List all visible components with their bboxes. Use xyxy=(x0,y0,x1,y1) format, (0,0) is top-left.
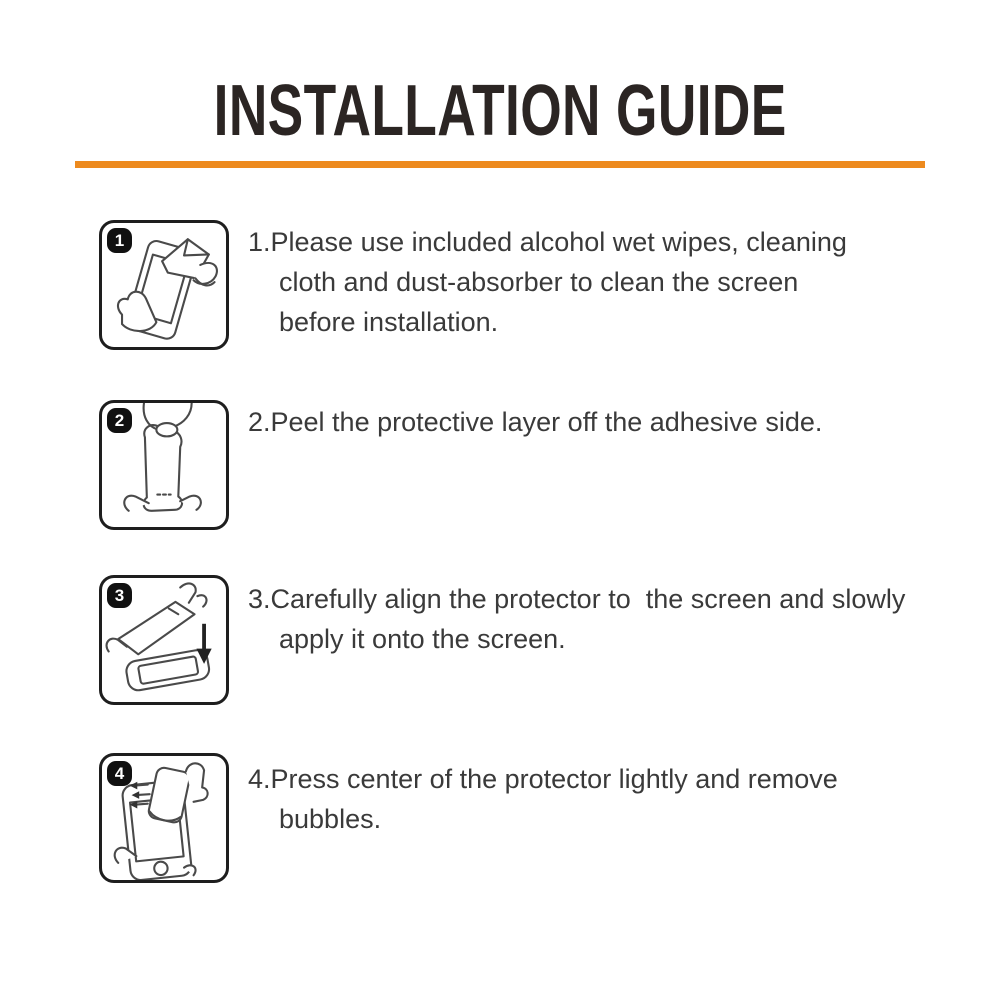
step4-number-badge: 4 xyxy=(107,761,132,786)
bottom-right-finger xyxy=(180,496,201,510)
step2-illustration-box xyxy=(99,400,229,530)
step4-text xyxy=(248,759,948,839)
protector-sheet xyxy=(118,602,194,654)
step4-illustration-box xyxy=(99,753,229,883)
top-right-hand xyxy=(186,763,208,802)
step3-line: 3.Carefully align the protector to the screen and slowly xyxy=(248,584,906,614)
step3-text xyxy=(248,579,948,659)
step3-number-badge: 3 xyxy=(107,583,132,608)
page-title: INSTALLATION GUIDE xyxy=(213,71,787,151)
step1-line: 1.Please use included alcohol wet wipes, cleaning xyxy=(248,227,847,257)
top-right-finger xyxy=(180,583,196,602)
protective-film xyxy=(144,425,182,511)
fingertip xyxy=(156,423,177,436)
step4-line: bubbles. xyxy=(279,804,382,834)
step2-line: 2.Peel the protective layer off the adhesive side. xyxy=(248,407,823,437)
step3-illustration-box xyxy=(99,575,229,705)
step3-line: apply it onto the screen. xyxy=(279,624,566,654)
step1-text xyxy=(248,222,948,342)
step2-text xyxy=(248,402,948,442)
step1-number-badge: 1 xyxy=(107,228,132,253)
step1-line: cloth and dust-absorber to clean the screen xyxy=(279,267,799,297)
step4-line: 4.Press center of the protector lightly and remove xyxy=(248,764,838,794)
title-underline-divider xyxy=(75,161,925,168)
step2-number-badge: 2 xyxy=(107,408,132,433)
step1-illustration-box xyxy=(99,220,229,350)
step1-line: before installation. xyxy=(279,307,499,337)
page-header xyxy=(0,70,1000,152)
